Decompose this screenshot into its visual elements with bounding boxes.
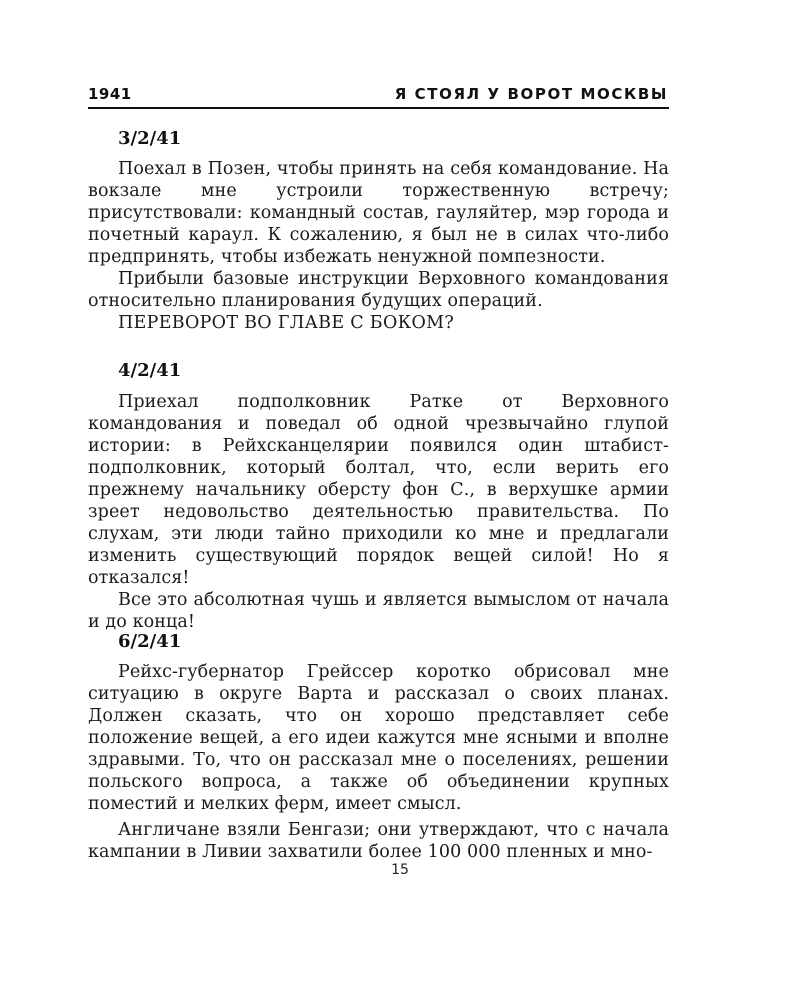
paragraph: Поехал в Позен, чтобы принять на себя командование. На вокзале мне устроили торжественную встречу; присутствовали: командный состав, гауляйтер, мэр города и почетный караул. К сожалению, я был не в силах что-либо предпринять, чтобы избежать ненужной помпезности. [88, 159, 669, 267]
paragraph: Англичане взяли Бенгази; они утверждают, что с начала кампании в Ливии захватили более 100 000 пленных и мно- [88, 820, 669, 862]
running-head-year: 1941 [88, 85, 132, 103]
entry-date: 4/2/41 [118, 360, 182, 381]
entry-body [88, 661, 669, 863]
paragraph: Рейхс-губернатор Грейссер коротко обрисовал мне ситуацию в округе Варта и рассказал о своих планах. Должен сказать, что он хорошо представляет себе положение вещей, а его идеи кажутся мне ясными и вполне здравыми. То, что он рассказал мне о поселениях, решении польского вопроса, а также об объединении крупных поместий и мелких ферм, имеет смысл. [88, 662, 669, 814]
paragraph: Приехал подполковник Ратке от Верховного командования и поведал об одной чрезвычайно глупой истории: в Рейхсканцелярии появился один штабист-подполковник, который болтал, что, если верить его прежнему начальнику оберсту фон С., в верхушке армии зреет недовольство деятельностью правительства. По слухам, эти люди тайно приходили ко мне и предлагали изменить существующий порядок вещей силой! Но я отказался! [88, 392, 669, 588]
page-number: 15 [391, 862, 409, 878]
paragraph: Прибыли базовые инструкции Верховного командования относительно планирования будущих операций. [88, 269, 669, 311]
entry-date: 6/2/41 [118, 631, 182, 652]
running-head [88, 85, 668, 105]
paragraph-heading: ПЕРЕВОРОТ ВО ГЛАВЕ С БОКОМ? [118, 313, 455, 333]
paragraph: Все это абсолютная чушь и является вымыслом от начала и до конца! [88, 590, 669, 632]
running-head-title: Я СТОЯЛ У ВОРОТ МОСКВЫ [394, 85, 668, 103]
entry-body [88, 158, 669, 334]
entry-date: 3/2/41 [118, 128, 182, 149]
header-rule [88, 107, 669, 109]
entry-body [88, 391, 669, 633]
